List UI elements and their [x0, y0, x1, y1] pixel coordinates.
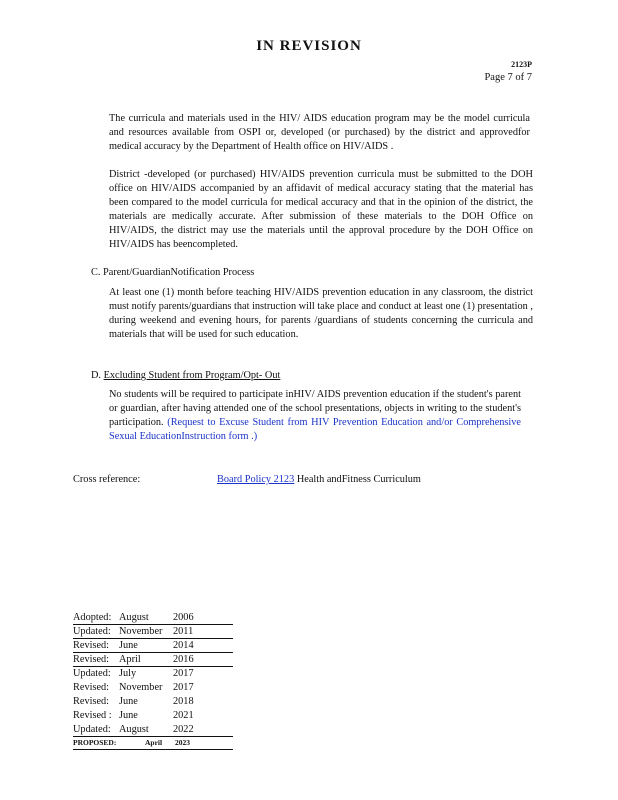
revision-history — [73, 611, 233, 750]
section-c-body: At least one (1) month before teaching HIV/AIDS prevention education in any classroom, the district must notify parents/guardians that instruction will take place and conduct at least one (1) presentation , during weekend and evening hours, for parents /guardians of students concerning the curricula and materials that will be used for such education. — [109, 287, 533, 340]
document-number: 2123P — [511, 60, 532, 69]
history-row — [73, 653, 233, 667]
history-label: Revised: — [73, 654, 110, 665]
history-row — [73, 709, 233, 723]
history-year: 2011 — [173, 626, 194, 637]
history-row — [73, 681, 233, 695]
history-label: Updated: — [73, 724, 111, 735]
history-month: November — [119, 682, 163, 693]
history-label: Updated: — [73, 626, 111, 637]
cross-reference-row — [217, 473, 421, 487]
section-d-body — [109, 388, 521, 444]
history-month: June — [119, 696, 138, 707]
history-year: 2022 — [173, 724, 194, 735]
history-label: Revised : — [73, 710, 112, 721]
section-d-text: No students will be required to participate inHIV/ AIDS prevention education if the student's parent or guardian, after having attended one of the school presentations, objects in writing to the student's participation. — [109, 389, 521, 428]
history-year: 2021 — [173, 710, 194, 721]
history-row — [73, 695, 233, 709]
district-developed-paragraph: District -developed (or purchased) HIV/AIDS prevention curricula must be submitted to the DOH office on HIV/AIDS accompanied by an affidavit of medical accuracy stating that the material has been compared to the model curricula for medical accuracy and that in the opinion of the district, the materials are medically accurate. After submission of these materials to the DOH Office on HIV/AIDS, the district may use the materials until the approval procedure by the DOH Office on HIV/AIDS has beencompleted. — [109, 169, 533, 250]
history-year: 2006 — [173, 612, 194, 623]
history-row — [73, 611, 233, 625]
section-d-letter: D. — [91, 370, 102, 381]
history-month: November — [119, 626, 163, 637]
history-month: August — [119, 724, 149, 735]
section-d-heading-row — [91, 369, 280, 383]
history-month: August — [119, 612, 149, 623]
history-label: Revised: — [73, 640, 110, 651]
cross-reference-label: Cross reference: — [73, 474, 141, 485]
revision-title: IN REVISION — [256, 38, 362, 54]
proposed-label: PROPOSED: — [73, 738, 117, 747]
history-month: June — [119, 710, 138, 721]
history-year: 2017 — [173, 668, 194, 679]
section-d-heading: Excluding Student from Program/Opt- Out — [103, 370, 281, 381]
history-year: 2017 — [173, 682, 194, 693]
history-year: 2014 — [173, 640, 194, 651]
history-month: July — [119, 668, 137, 679]
section-c-heading: C. Parent/GuardianNotification Process — [91, 267, 255, 278]
history-month: April — [119, 654, 141, 665]
curricula-paragraph: The curricula and materials used in the HIV/ AIDS education program may be the model curricula and resources available from OSPI or, developed (or purchased) by the district and approvedfor medical accuracy by the Department of Health office on HIV/AIDS . — [109, 113, 530, 152]
proposed-month: April — [145, 738, 163, 747]
history-year: 2018 — [173, 696, 194, 707]
history-label: Revised: — [73, 682, 110, 693]
history-label: Revised: — [73, 696, 110, 707]
history-row — [73, 667, 233, 681]
history-label: Adopted: — [73, 612, 112, 623]
history-row — [73, 723, 233, 737]
page-number: Page 7 of 7 — [484, 72, 532, 83]
policy-title: Health andFitness Curriculum — [296, 474, 421, 485]
excuse-form-link-close: .) — [248, 431, 258, 442]
history-row-proposed — [73, 737, 233, 750]
history-row — [73, 639, 233, 653]
excuse-form-link[interactable]: Request to Excuse Student from HIV Prevention Education and/or Comprehensive Sexual EducationInstruction form — [109, 417, 522, 442]
proposed-year: 2023 — [175, 738, 190, 747]
history-label: Updated: — [73, 668, 111, 679]
board-policy-link[interactable]: Board Policy 2123 — [217, 474, 295, 485]
history-year: 2016 — [173, 654, 194, 665]
excuse-form-link-open: ( — [167, 417, 171, 428]
history-row — [73, 625, 233, 639]
history-month: June — [119, 640, 138, 651]
